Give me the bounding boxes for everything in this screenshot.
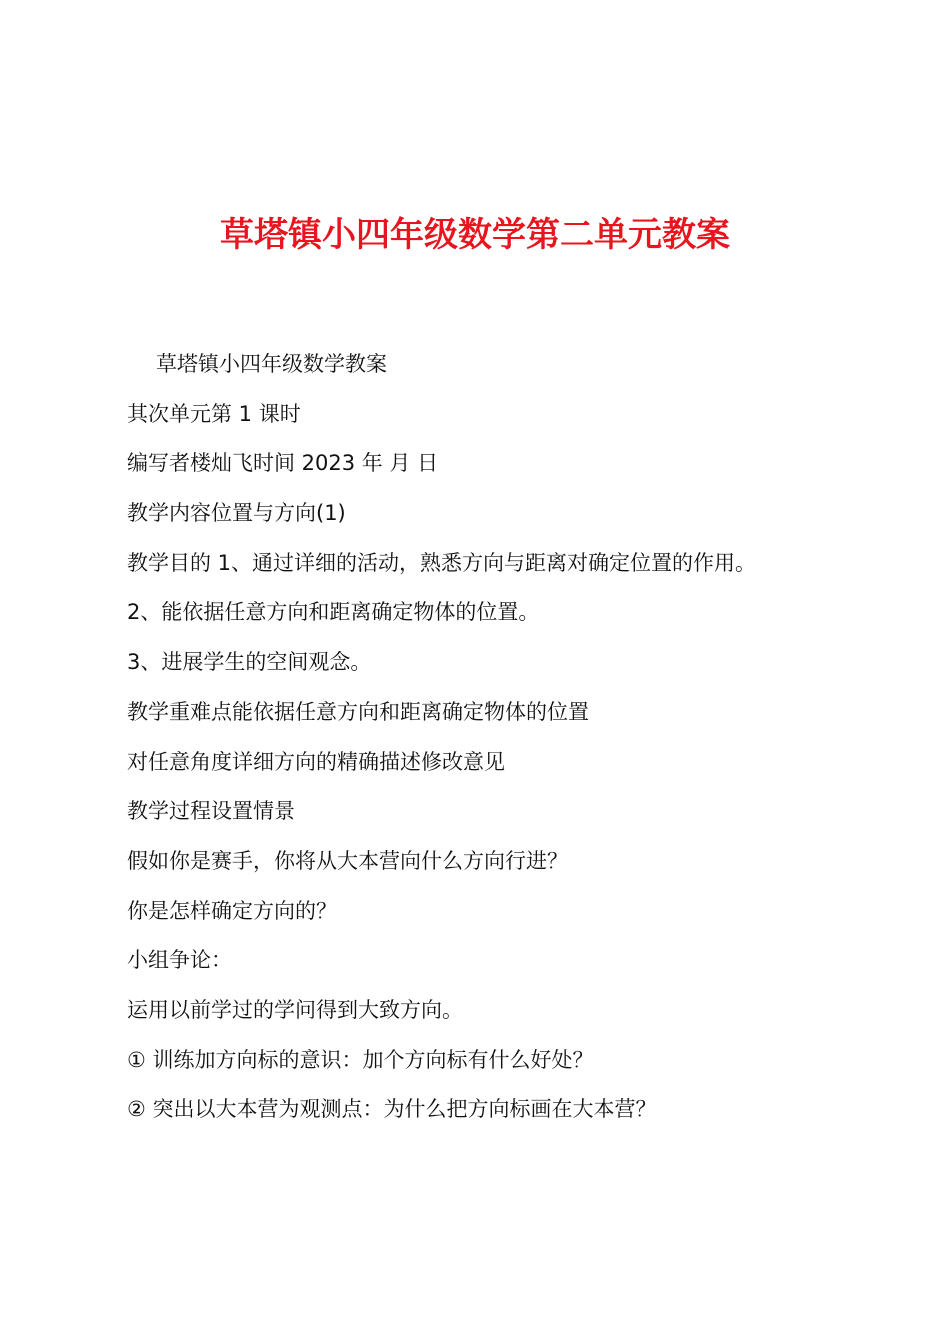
paragraph-line: 其次单元第 1 课时: [127, 401, 301, 426]
paragraph-line: 教学重难点能依据任意方向和距离确定物体的位置: [127, 699, 589, 724]
document-body: [127, 340, 907, 1135]
paragraph-line: ② 突出以大本营为观测点：为什么把方向标画在大本营？: [127, 1097, 657, 1122]
paragraph-line: 假如你是赛手，你将从大本营向什么方向行进？: [127, 848, 568, 873]
paragraph-line: 草塔镇小四年级数学教案: [156, 352, 387, 376]
paragraph-line: 运用以前学过的学问得到大致方向。: [127, 997, 463, 1022]
paragraph-line: 编写者楼灿飞时间 2023 年 月 日: [127, 451, 439, 476]
paragraph-line: 3、进展学生的空间观念。: [127, 650, 372, 675]
paragraph-line: 小组争论：: [127, 948, 232, 973]
paragraph-line: 你是怎样确定方向的？: [127, 898, 337, 923]
paragraph-line: 教学过程设置情景: [127, 799, 295, 824]
paragraph-line: 教学内容位置与方向(1): [127, 501, 346, 526]
document-title: 草塔镇小四年级数学第二单元教案: [220, 215, 730, 255]
paragraph-line: 2、能依据任意方向和距离确定物体的位置。: [127, 600, 540, 625]
paragraph-line: ① 训练加方向标的意识：加个方向标有什么好处？: [127, 1047, 594, 1072]
paragraph-line: 对任意角度详细方向的精确描述修改意见: [127, 749, 505, 774]
paragraph-line: 教学目的 1、通过详细的活动，熟悉方向与距离对确定位置的作用。: [127, 550, 757, 575]
